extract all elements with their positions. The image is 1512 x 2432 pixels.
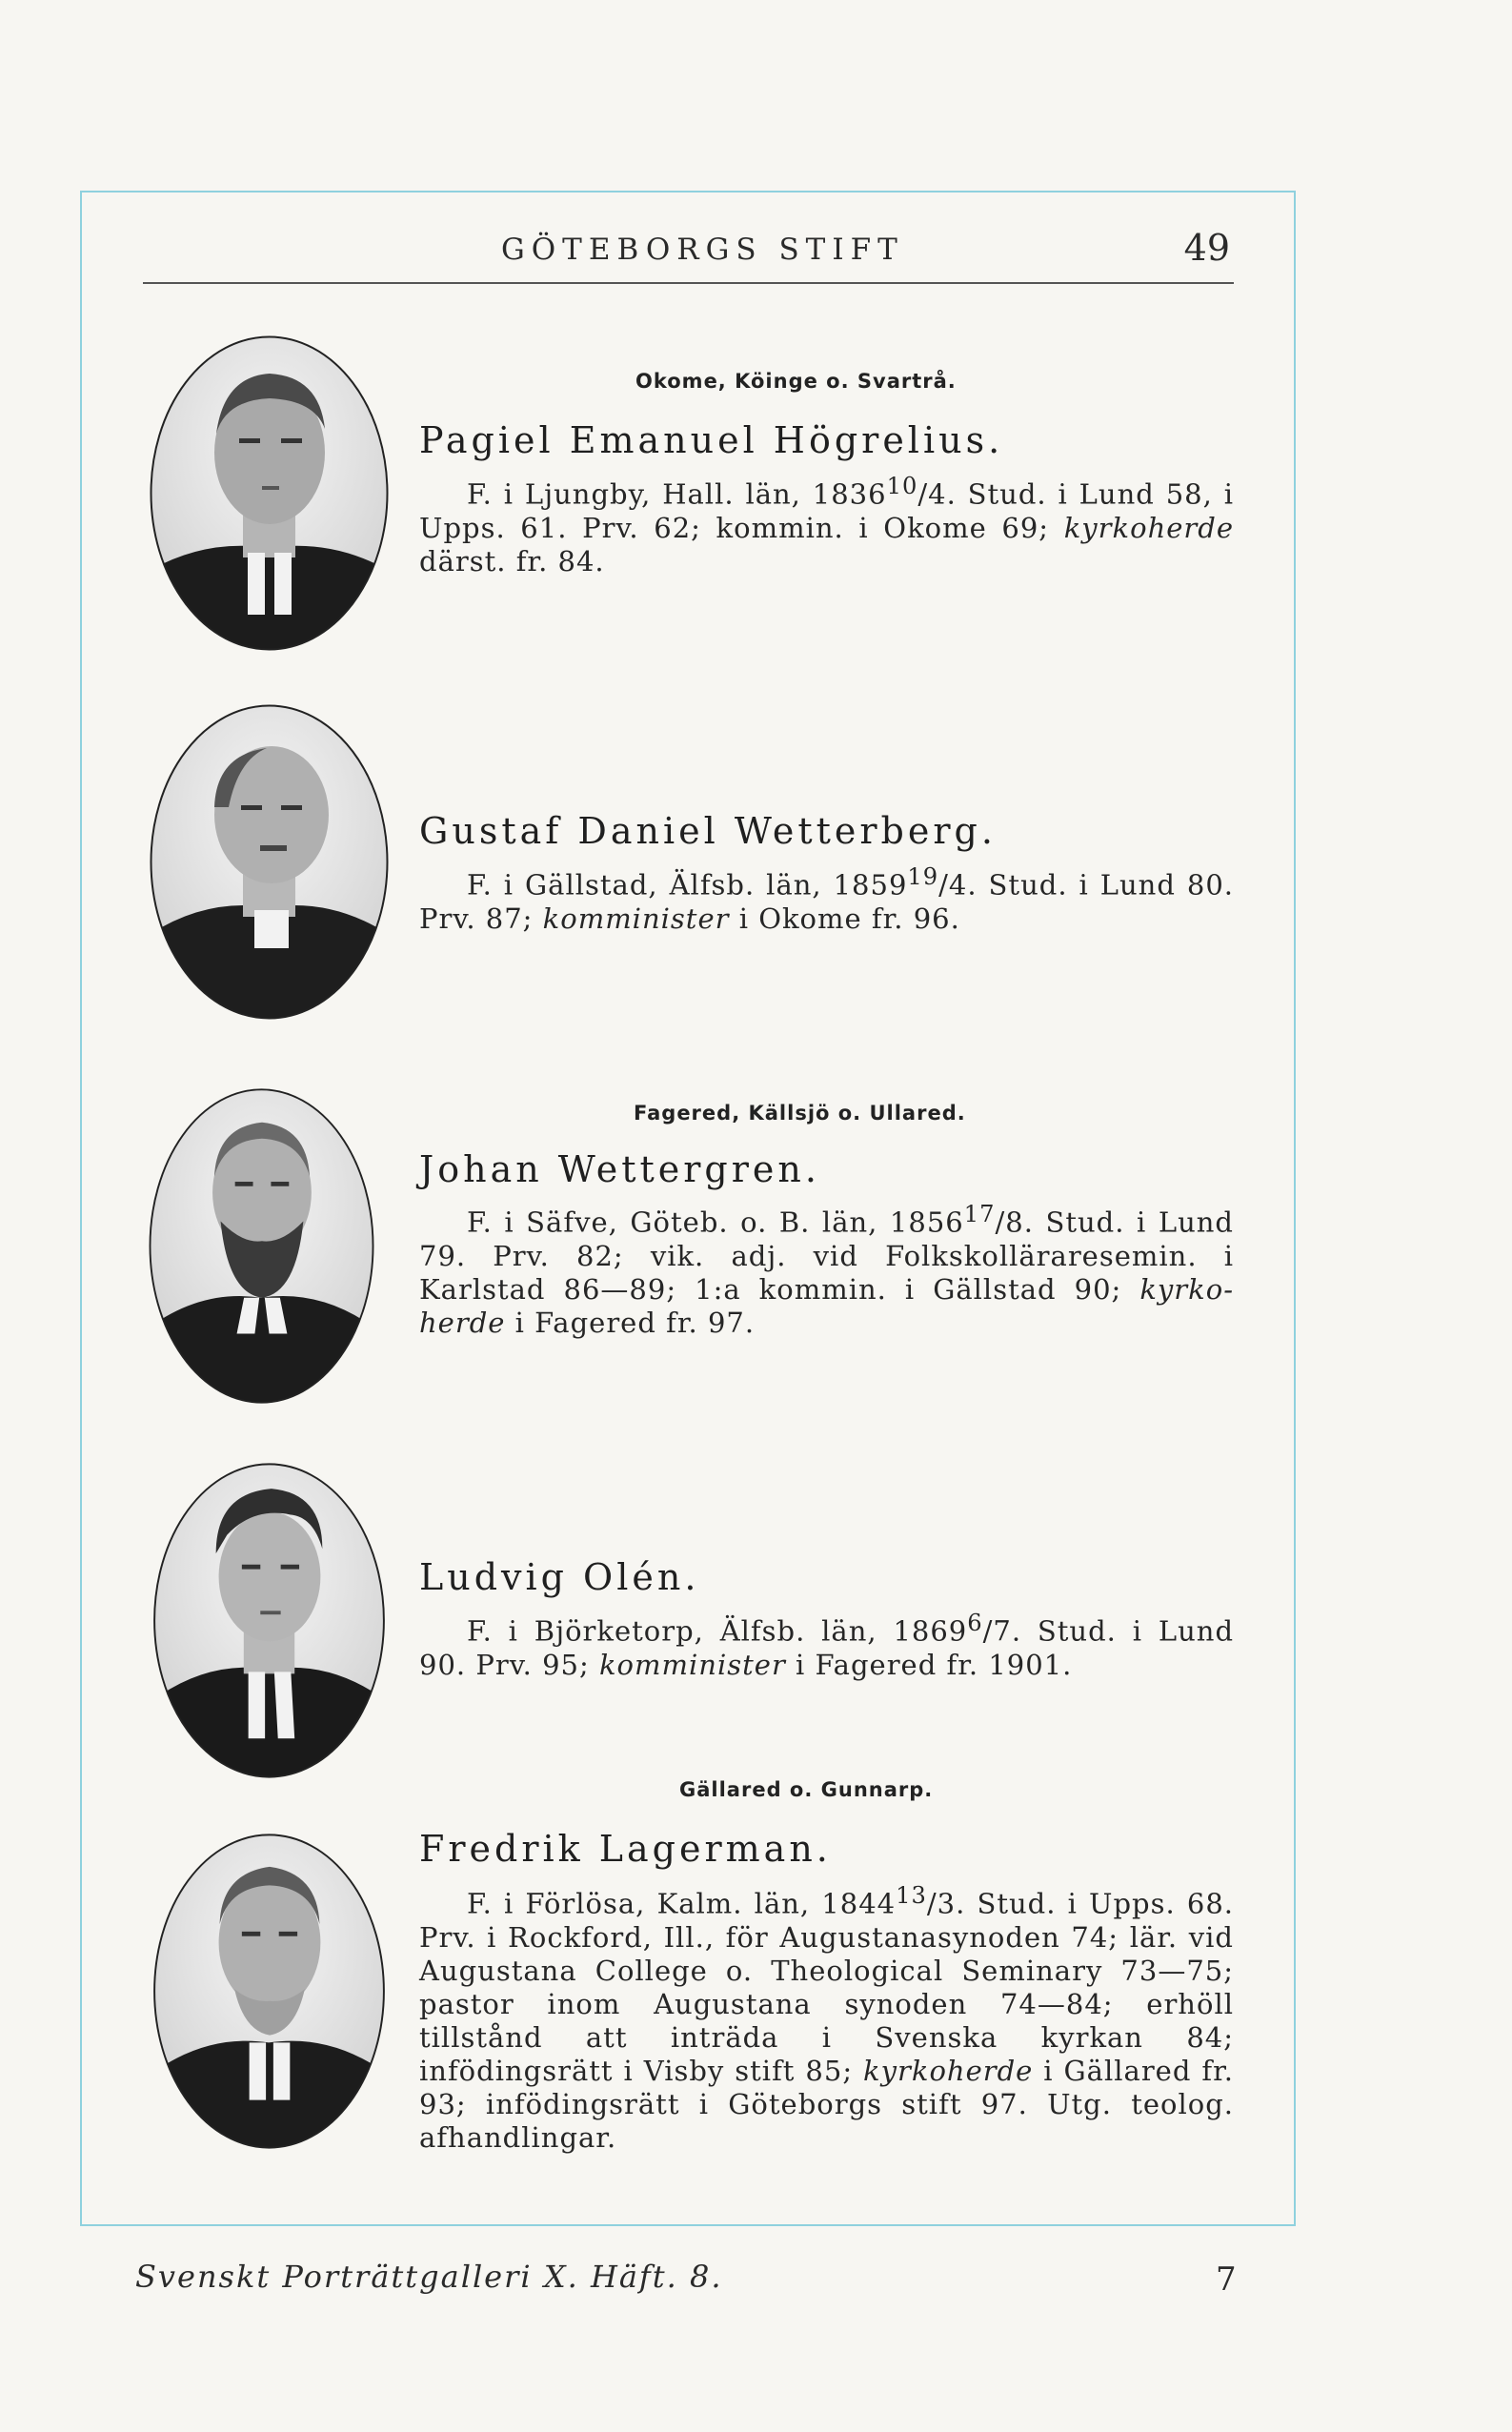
running-header <box>143 225 1234 284</box>
person-name-4: Ludvig Olén. <box>419 1556 700 1598</box>
person-name-1: Pagiel Emanuel Högrelius. <box>419 419 1004 461</box>
page-number: 49 <box>1183 227 1230 269</box>
footer-publication: Svenskt Porträttgalleri X. Häft. 8. <box>135 2259 723 2295</box>
portrait-3 <box>140 1086 383 1406</box>
person-name-3: Johan Wettergren. <box>419 1148 820 1190</box>
biography-1: F. i Ljungby, Hall. län, 1836$^{10}$/4. Stud. i Lund 58, i Upps. 61. Prv. 62; kommin. i Okome 69; kyrkoherde därst. fr. 84. <box>419 473 1235 578</box>
portrait-1 <box>148 334 391 653</box>
parish-heading-5: Gällared o. Gunnarp. <box>679 1778 934 1801</box>
parish-heading-3: Fagered, Källsjö o. Ullared. <box>634 1102 966 1125</box>
biography-3: F. i Säfve, Göteb. o. B. län, 1856$^{17}$/8. Stud. i Lund 79. Prv. 82; vik. adj. vid Folkskolläraresemin. i Karlstad 86—89; 1:a kommin. i Gällstad 90; kyrko-herde i Fagered fr. 97. <box>419 1201 1235 1339</box>
header-title: GÖTEBORGS STIFT <box>501 233 904 267</box>
parish-heading-1: Okome, Köinge o. Svartrå. <box>635 370 957 393</box>
biography-4: F. i Björketorp, Älfsb. län, 1869$^6$/7. Stud. i Lund 90. Prv. 95; komminister i Fagered fr. 1901. <box>419 1610 1235 1681</box>
biography-2: F. i Gällstad, Älfsb. län, 1859$^{19}$/4. Stud. i Lund 80. Prv. 87; komminister i Okome fr. 96. <box>419 863 1234 935</box>
portrait-4 <box>148 1461 391 1780</box>
portrait-2 <box>148 702 391 1022</box>
footer-signature-mark: 7 <box>1216 2260 1237 2299</box>
biography-5: F. i Förlösa, Kalm. län, 1844$^{13}$/3. Stud. i Upps. 68. Prv. i Rockford, Ill., för Augustanasynoden 74; lär. vid Augustana College o. Theological Seminary 73—75; pastor inom Augustana synoden 74—84; erhöll tillstånd att inträda i Svenska kyrkan 84; infödingsrätt i Visby stift 85; kyrkoherde i Gällared fr. 93; infödingsrätt i Göteborgs stift 97. Utg. teolog. afhandlingar. <box>419 1882 1234 2154</box>
person-name-2: Gustaf Daniel Wetterberg. <box>419 810 997 852</box>
portrait-5 <box>148 1832 391 2151</box>
person-name-5: Fredrik Lagerman. <box>419 1828 832 1870</box>
